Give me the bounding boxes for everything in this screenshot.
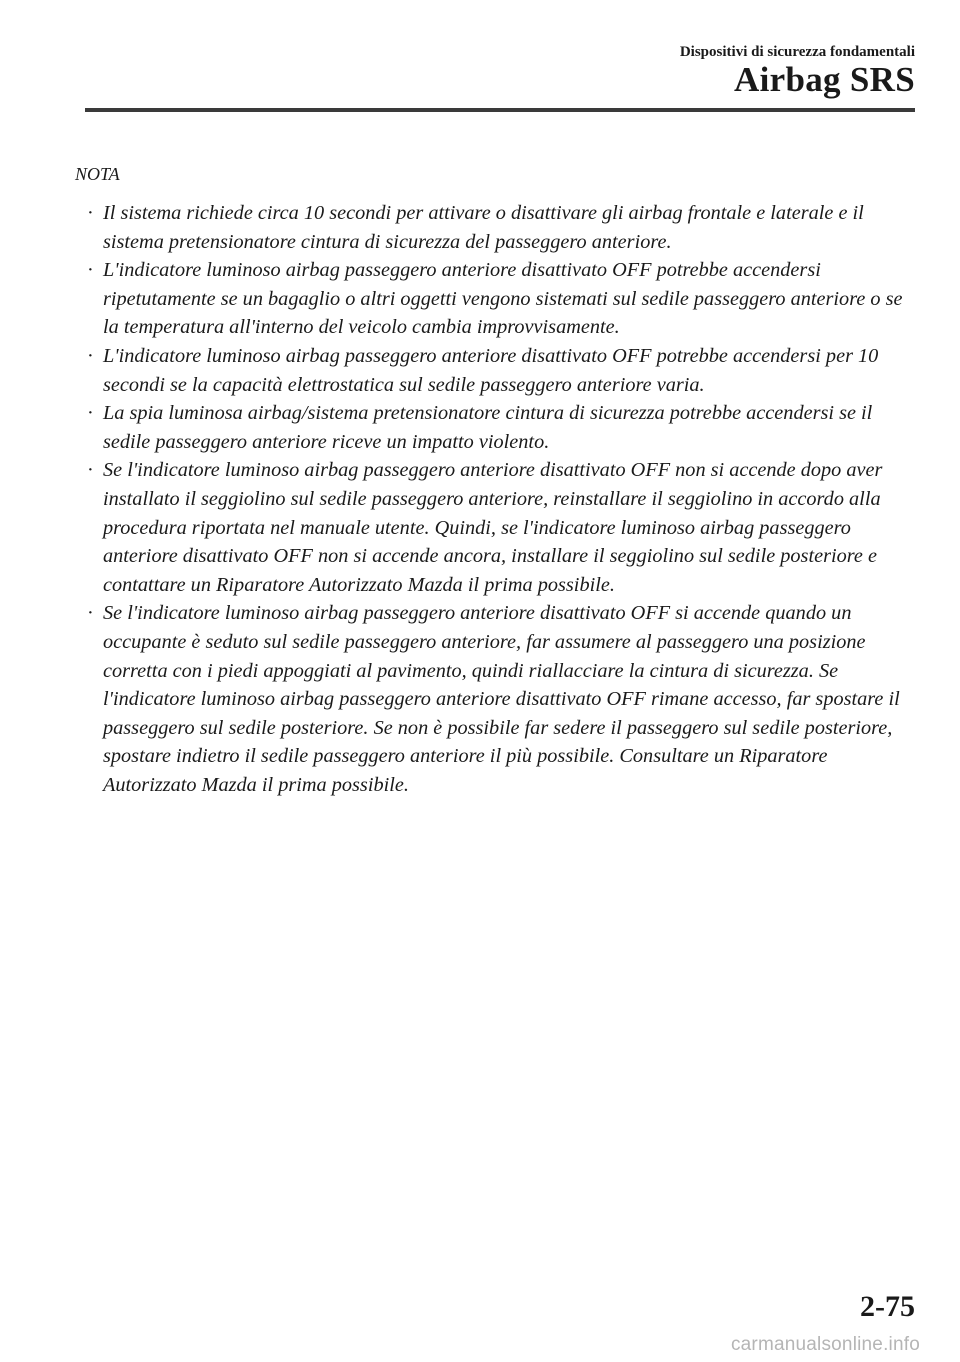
note-item — [75, 342, 915, 399]
bullet-icon: · — [87, 402, 94, 425]
note-item-text: La spia luminosa airbag/sistema pretensionatore cintura di sicurezza potrebbe accendersi se il sedile passeggero anteriore riceve un impatto violento. — [103, 402, 873, 453]
note-item-text: Il sistema richiede circa 10 secondi per attivare o disattivare gli airbag frontale e laterale e il sistema pretensionatore cintura di sicurezza del passeggero anteriore. — [103, 202, 864, 253]
page-number: 2-75 — [860, 1290, 915, 1323]
header-divider — [85, 108, 915, 112]
section-heading: Dispositivi di sicurezza fondamentali — [679, 44, 915, 60]
bullet-icon: · — [87, 259, 94, 282]
bullet-icon: · — [87, 344, 94, 367]
note-item-text: Se l'indicatore luminoso airbag passeggero anteriore disattivato OFF si accende quando un occupante è seduto sul sedile passeggero anteriore, far assumere al passeggero una posizione corretta con i piedi appoggiati al pavimento, quindi riallacciare la cintura di sicurezza. Se l'indicatore luminoso airbag passeggero anteriore disattivato OFF rimane accesso, far spostare il passeggero sul sedile posteriore. Se non è possibile far sedere il passeggero sul sedile posteriore, spostare indietro il sedile passeggero anteriore il più possibile. Consultare un Riparatore Autorizzato Mazda il prima possibile. — [103, 602, 900, 796]
page-title: Airbag SRS — [734, 60, 915, 99]
note-item-text: L'indicatore luminoso airbag passeggero anteriore disattivato OFF potrebbe accendersi per 10 secondi se la capacità elettrostatica sul sedile passeggero anteriore varia. — [103, 344, 879, 396]
note-item-text: Se l'indicatore luminoso airbag passeggero anteriore disattivato OFF non si accende dopo aver installato il seggiolino sul sedile passeggero anteriore, reinstallare il seggiolino in accordo alla procedura riportata nel manuale utente. Quindi, se l'indicatore luminoso airbag passeggero anteriore disattivato OFF non si accende ancora, installare il seggiolino sul sedile posteriore e contattare un Riparatore Autorizzato Mazda il prima possibile. — [103, 459, 883, 596]
note-item — [75, 599, 915, 799]
note-item — [75, 199, 915, 256]
watermark-link[interactable]: carmanualsonline.info — [730, 1334, 920, 1355]
bullet-icon: · — [87, 602, 94, 625]
note-item — [75, 399, 915, 456]
bullet-icon: · — [87, 202, 94, 224]
note-label: NOTA — [75, 164, 120, 184]
note-item-text: L'indicatore luminoso airbag passeggero anteriore disattivato OFF potrebbe accendersi ripetutamente se un bagaglio o altri oggetti vengono sistemati sul sedile passeggero anteriore o se la temperatura all'interno del veicolo cambia improvvisamente. — [103, 259, 903, 339]
note-list — [75, 199, 915, 799]
note-item — [75, 456, 915, 599]
note-item — [75, 256, 915, 342]
bullet-icon: · — [87, 459, 94, 482]
